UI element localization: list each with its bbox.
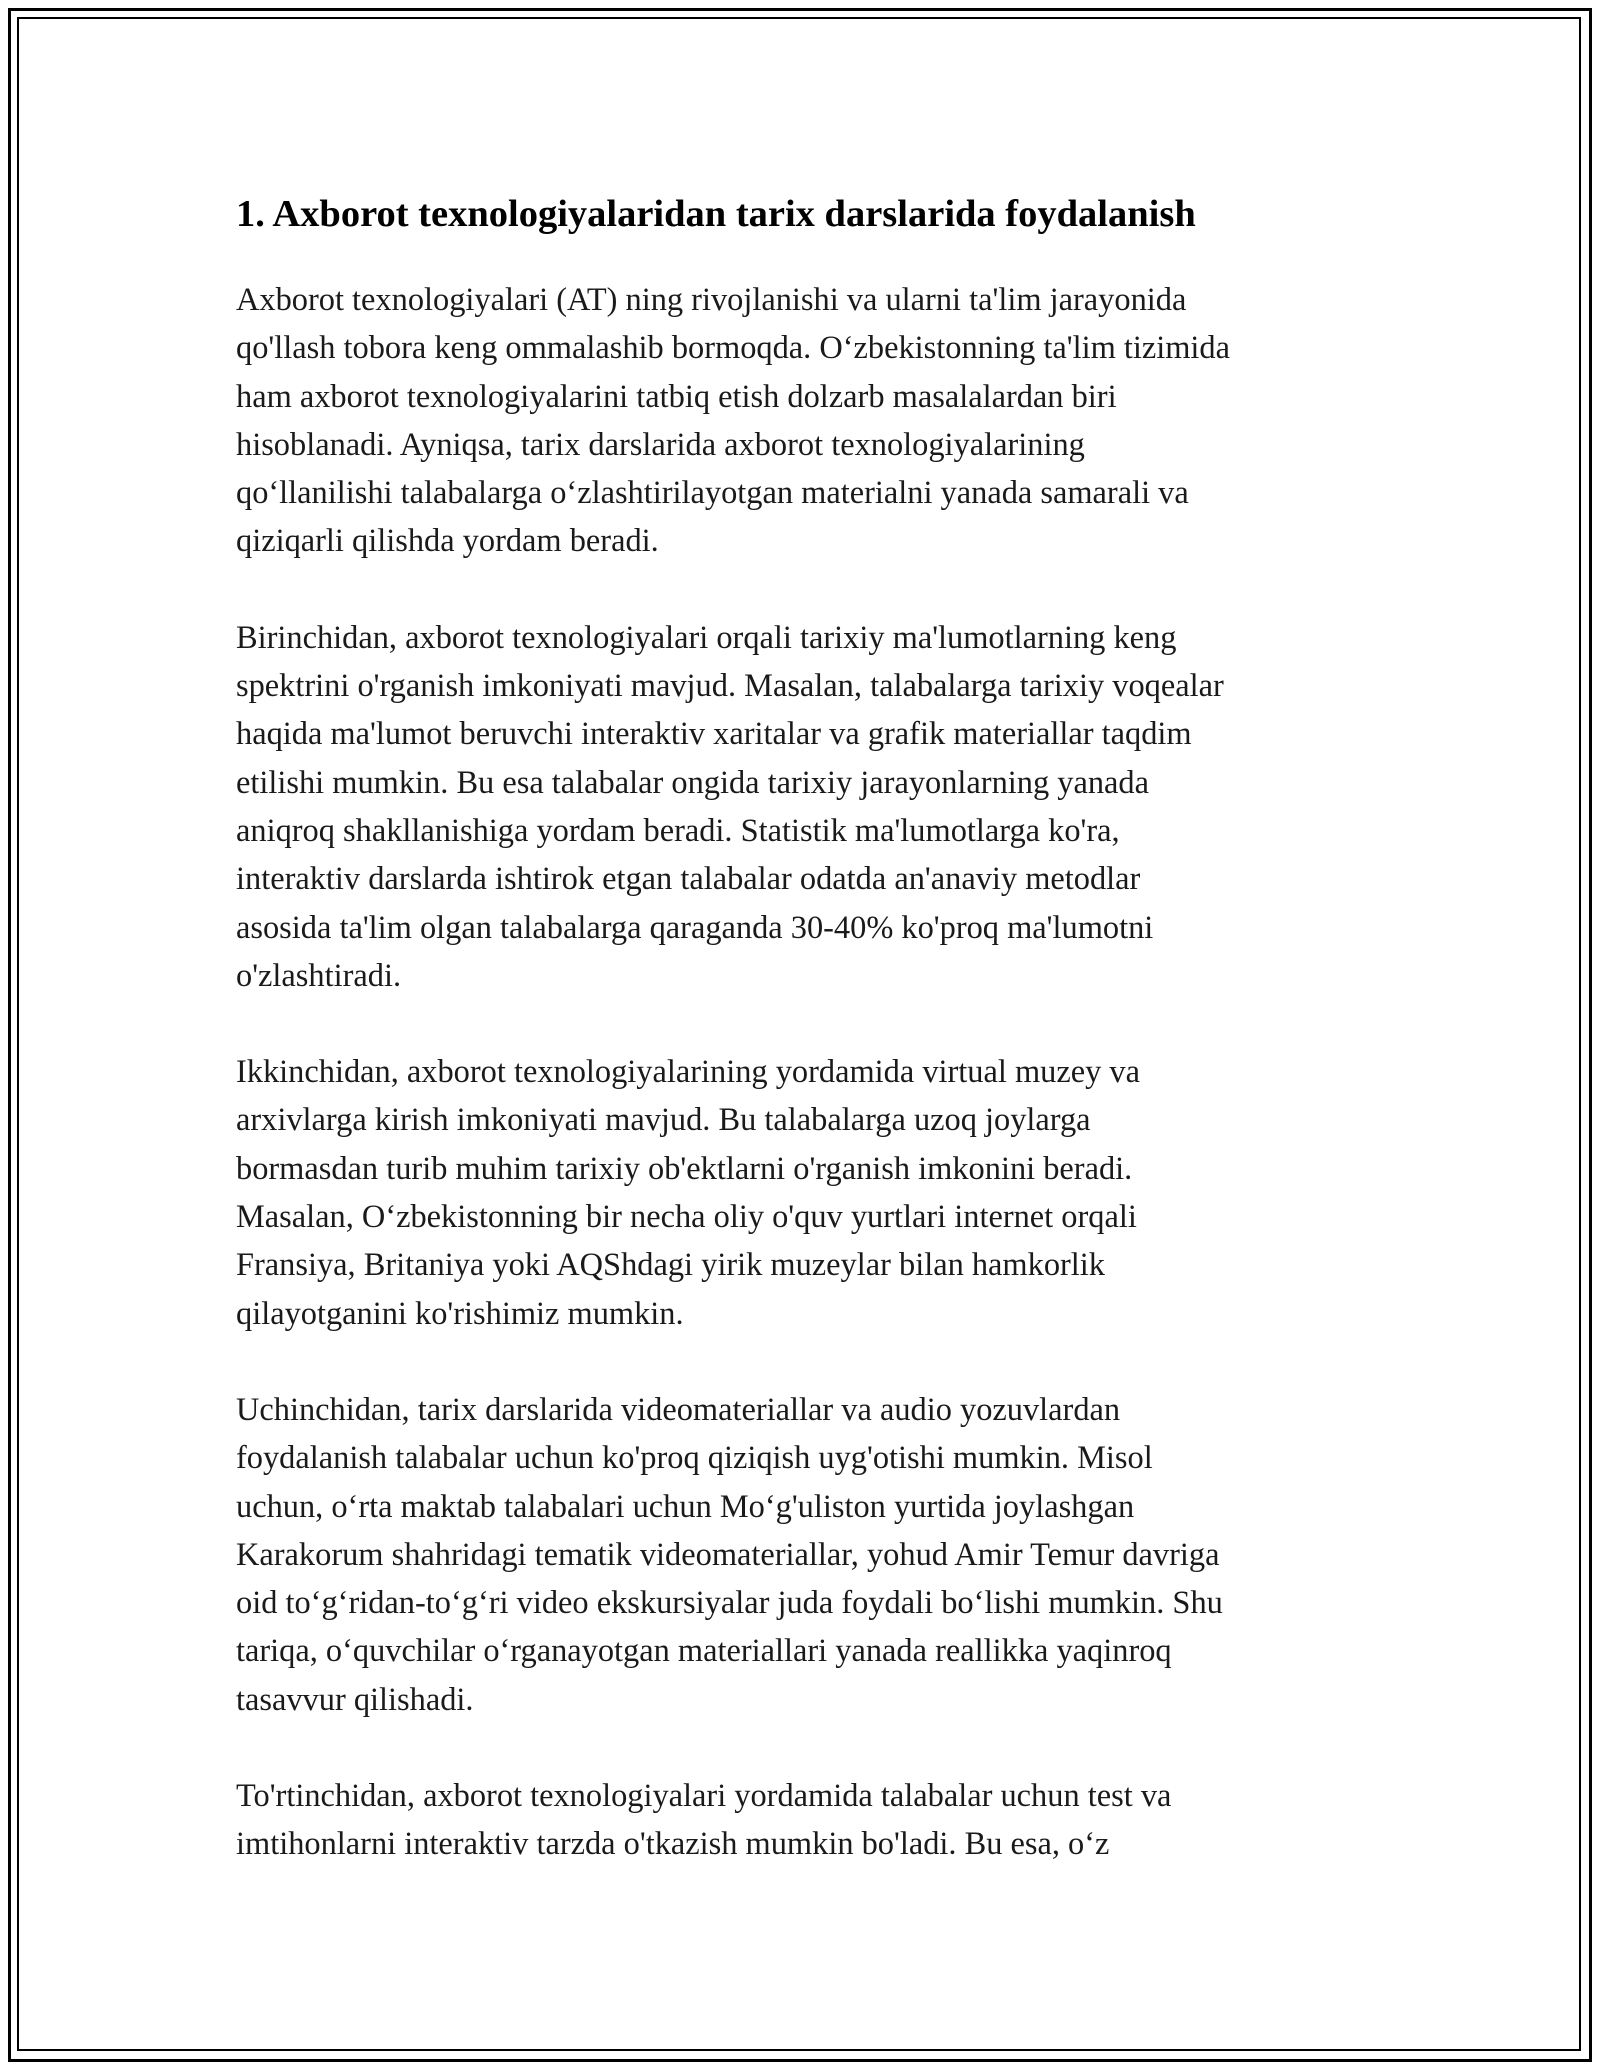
text-line: qilayotganini ko'rishimiz mumkin. [236, 1295, 684, 1332]
text-line: oid to‘g‘ridan-to‘g‘ri video ekskursiyalar juda foydali bo‘lishi mumkin. Shu [236, 1585, 1223, 1622]
text-line: bormasdan turib muhim tarixiy ob'ektlarni o'rganish imkonini beradi. [236, 1150, 1133, 1187]
text-line: uchun, o‘rta maktab talabalari uchun Mo‘g'uliston yurtida joylashgan [236, 1488, 1135, 1525]
text-line: aniqroq shakllanishiga yordam beradi. Statistik ma'lumotlarga ko'ra, [236, 812, 1120, 849]
text-line: Ikkinchidan, axborot texnologiyalarining yordamida virtual muzey va [236, 1054, 1140, 1091]
paragraph-intro [236, 276, 1376, 566]
text-line: foydalanish talabalar uchun ko'proq qiziqish uyg'otishi mumkin. Misol [236, 1440, 1153, 1477]
text-line: Birinchidan, axborot texnologiyalari orqali tarixiy ma'lumotlarning keng [236, 619, 1177, 656]
paragraph-third [236, 1386, 1376, 1724]
text-line: Fransiya, Britaniya yoki AQShdagi yirik muzeylar bilan hamkorlik [236, 1247, 1105, 1284]
text-line: Karakorum shahridagi tematik videomateriallar, yohud Amir Temur davriga [236, 1536, 1220, 1573]
text-line: spektrini o'rganish imkoniyati mavjud. Masalan, talabalarga tarixiy voqealar [236, 668, 1224, 705]
text-line: asosida ta'lim olgan talabalarga qaraganda 30-40% ko'proq ma'lumotni [236, 909, 1154, 946]
text-line: etilishi mumkin. Bu esa talabalar ongida tarixiy jarayonlarning yanada [236, 764, 1149, 801]
text-line: qo‘llanilishi talabalarga o‘zlashtirilayotgan materialni yanada samarali va [236, 475, 1189, 512]
text-line: tariqa, o‘quvchilar o‘rganayotgan materiallari yanada reallikka yaqinroq [236, 1633, 1172, 1670]
text-line: tasavvur qilishadi. [236, 1681, 474, 1718]
text-line: interaktiv darslarda ishtirok etgan talabalar odatda an'anaviy metodlar [236, 861, 1141, 898]
section-heading: 1. Axborot texnologiyalaridan tarix darslarida foydalanish [236, 193, 1196, 235]
text-line: qo'llash tobora keng ommalashib bormoqda. O‘zbekistonning ta'lim tizimida [236, 330, 1231, 367]
text-line: hisoblanadi. Ayniqsa, tarix darslarida axborot texnologiyalarining [236, 426, 1085, 463]
text-line: Axborot texnologiyalari (AT) ning rivojlanishi va ularni ta'lim jarayonida [236, 282, 1187, 318]
paragraph-first [236, 614, 1376, 1000]
text-line: ham axborot texnologiyalarini tatbiq etish dolzarb masalalardan biri [236, 378, 1117, 415]
text-line: haqida ma'lumot beruvchi interaktiv xaritalar va grafik materiallar taqdim [236, 716, 1192, 753]
paragraph-second [236, 1048, 1376, 1338]
text-line: o'zlashtiradi. [236, 957, 402, 994]
paragraph-fourth [236, 1772, 1376, 1869]
text-line: Uchinchidan, tarix darslarida videomateriallar va audio yozuvlardan [236, 1391, 1121, 1428]
text-line: qiziqarli qilishda yordam beradi. [236, 523, 659, 560]
text-line: Masalan, O‘zbekistonning bir necha oliy o'quv yurtlari internet orqali [236, 1199, 1137, 1236]
document-body [236, 186, 1376, 1869]
text-line: arxivlarga kirish imkoniyati mavjud. Bu talabalarga uzoq joylarga [236, 1102, 1091, 1139]
text-line: imtihonlarni interaktiv tarzda o'tkazish mumkin bo'ladi. Bu esa, o‘z [236, 1826, 1110, 1863]
text-line: To'rtinchidan, axborot texnologiyalari yordamida talabalar uchun test va [236, 1778, 1172, 1815]
